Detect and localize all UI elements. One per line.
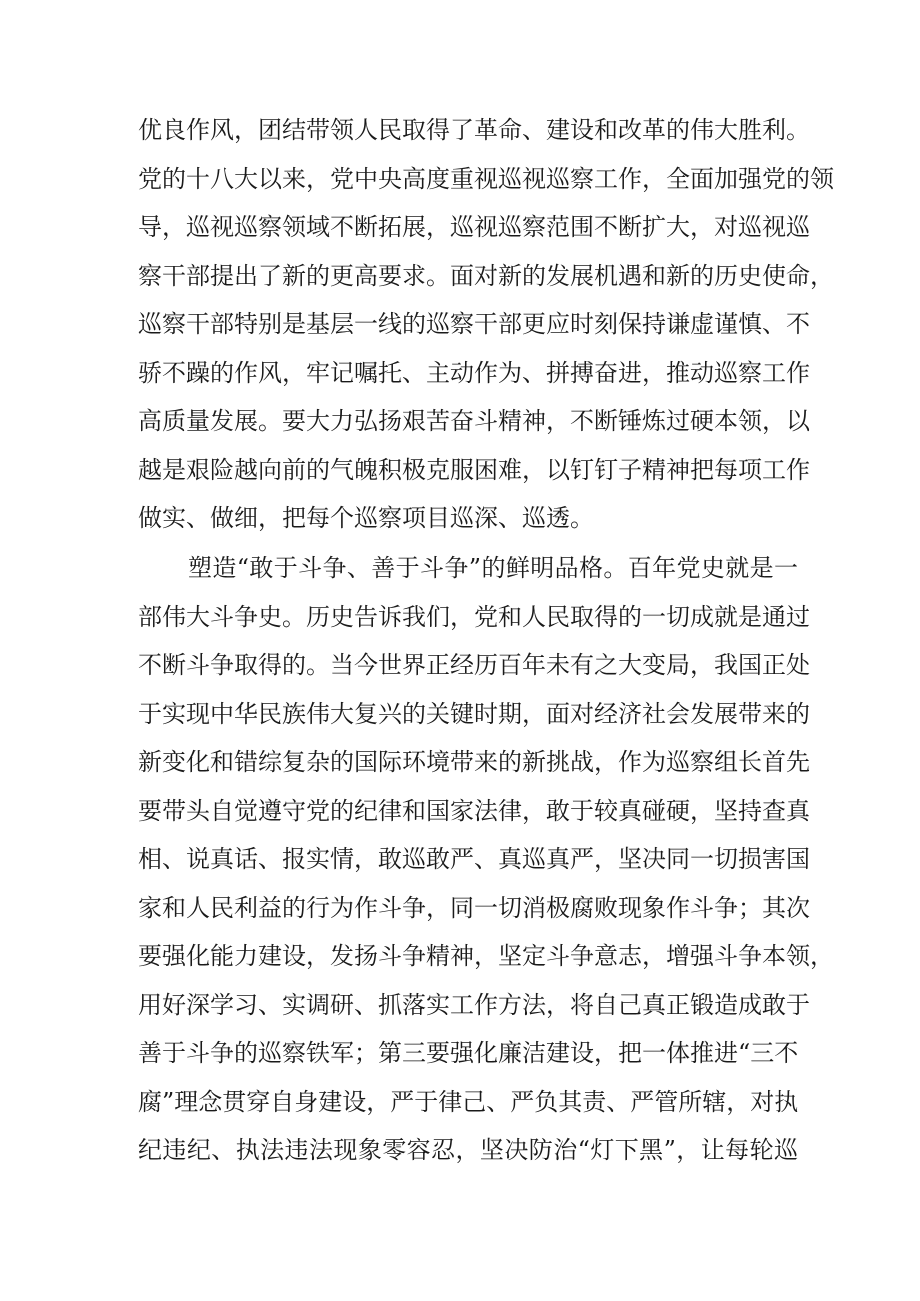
text-line: 相、说真话、报实情，敢巡敢严、真巡真严，坚决同一切损害国 <box>138 845 810 873</box>
text-line: 新变化和错综复杂的国际环境带来的新挑战，作为巡察组长首先 <box>138 748 810 776</box>
text-line: 于实现中华民族伟大复兴的关键时期，面对经济社会发展带来的 <box>138 699 810 728</box>
text-line: 巡察干部特别是基层一线的巡察干部更应时刻保持谦虚谨慎、不 <box>138 310 810 338</box>
paragraph-1 <box>138 106 834 543</box>
text-line: 塑造“敢于斗争、善于斗争”的鲜明品格。百年党史就是一 <box>188 554 798 582</box>
text-line: 纪违纪、执法违法现象零容忍，坚决防治“灯下黑”，让每轮巡 <box>138 1136 798 1164</box>
text-line: 党的十八大以来，党中央高度重视巡视巡察工作，全面加强党的领 <box>138 164 834 193</box>
text-line: 做实、做细，把每个巡察项目巡深、巡透。 <box>138 504 594 532</box>
text-line: 善于斗争的巡察铁军；第三要强化廉洁建设，把一体推进“三不 <box>138 1039 799 1067</box>
text-line: 越是艰险越向前的气魄积极克服困难，以钉钉子精神把每项工作 <box>138 455 810 484</box>
text-line: 察干部提出了新的更高要求。面对新的发展机遇和新的历史使命， <box>138 261 834 290</box>
text-line: 不断斗争取得的。当今世界正经历百年未有之大变局，我国正处 <box>138 651 810 679</box>
text-line: 家和人民利益的行为作斗争，同一切消极腐败现象作斗争；其次 <box>138 893 810 922</box>
text-line: 腐”理念贯穿自身建设，严于律己、严负其责、严管所辖，对执 <box>138 1087 799 1116</box>
text-line: 骄不躁的作风，牢记嘱托、主动作为、拼搏奋进，推动巡察工作 <box>138 358 810 387</box>
text-line: 要带头自觉遵守党的纪律和国家法律，敢于较真碰硬，坚持查真 <box>138 796 810 825</box>
text-line: 部伟大斗争史。历史告诉我们，党和人民取得的一切成就是通过 <box>138 602 810 631</box>
text-line: 要强化能力建设，发扬斗争精神，坚定斗争意志，增强斗争本领， <box>138 942 834 970</box>
paragraph-2 <box>138 544 834 1175</box>
text-line: 导，巡视巡察领域不断拓展，巡视巡察范围不断扩大，对巡视巡 <box>138 213 810 241</box>
text-line: 高质量发展。要大力弘扬艰苦奋斗精神，不断锤炼过硬本领，以 <box>138 407 810 435</box>
text-line: 优良作风，团结带领人民取得了革命、建设和改革的伟大胜利。 <box>138 116 810 144</box>
text-line: 用好深学习、实调研、抓落实工作方法，将自己真正锻造成敢于 <box>138 990 810 1019</box>
